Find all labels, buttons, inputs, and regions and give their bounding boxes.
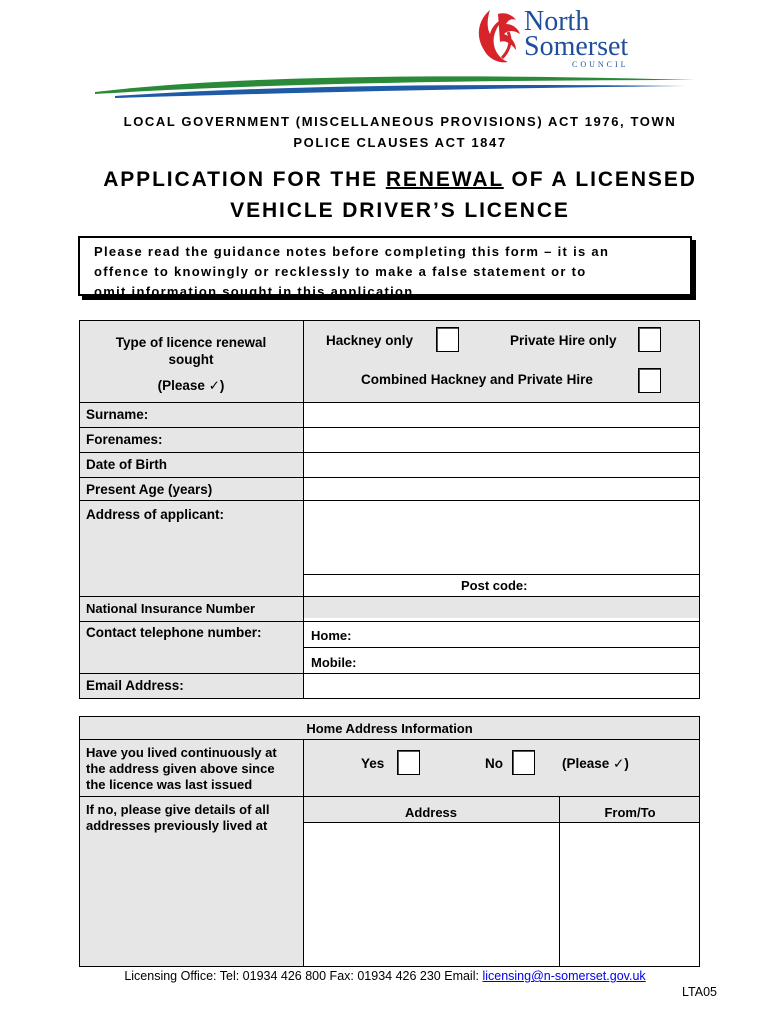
home-address-header: Home Address Information xyxy=(306,721,473,736)
home-phone-label: Home: xyxy=(311,628,352,643)
logo-text-north: North xyxy=(524,6,590,37)
yes-checkbox[interactable] xyxy=(397,750,420,775)
act-line-2: POLICE CLAUSES ACT 1847 xyxy=(293,135,507,150)
phone-label: Contact telephone number: xyxy=(86,625,262,640)
no-label: No xyxy=(485,756,503,771)
question-line-3: the licence was last issued xyxy=(86,777,253,792)
from-to-column-header: From/To xyxy=(604,805,656,820)
yes-label: Yes xyxy=(361,756,385,771)
postcode-label: Post code: xyxy=(461,578,528,593)
no-checkbox[interactable] xyxy=(512,750,535,775)
licence-type-label-line-2: sought xyxy=(168,352,214,367)
from-to-input[interactable] xyxy=(561,824,699,965)
email-label: Email Address: xyxy=(86,678,184,693)
lived-continuously-question xyxy=(86,745,277,793)
act-line-1: LOCAL GOVERNMENT (MISCELLANEOUS PROVISIONS) ACT 1976, TOWN xyxy=(123,114,677,129)
ni-label: National Insurance Number xyxy=(86,601,256,616)
address-input[interactable] xyxy=(305,502,699,573)
form-code: LTA05 xyxy=(682,985,717,999)
footer-email-link[interactable]: licensing@n-somerset.gov.uk xyxy=(482,969,646,983)
footer-text: Licensing Office: Tel: 01934 426 800 Fax: 01934 426 230 Email: xyxy=(124,969,483,983)
email-input[interactable] xyxy=(305,675,699,697)
forenames-input[interactable] xyxy=(305,429,699,451)
combined-checkbox[interactable] xyxy=(638,368,661,393)
combined-label: Combined Hackney and Private Hire xyxy=(361,372,593,387)
previous-address-input[interactable] xyxy=(305,824,558,965)
licence-type-label xyxy=(80,334,302,368)
address-column-header: Address xyxy=(404,805,458,820)
page-title-line-1 xyxy=(40,168,760,192)
age-input[interactable] xyxy=(305,479,699,499)
mobile-phone-label: Mobile: xyxy=(311,655,357,670)
age-label: Present Age (years) xyxy=(86,482,213,497)
forenames-label: Forenames: xyxy=(86,432,163,447)
please-tick-note: (Please ✓) xyxy=(562,756,629,771)
previous-line-1: If no, please give details of all xyxy=(86,802,270,817)
address-label: Address of applicant: xyxy=(86,507,225,522)
logo-text-council: COUNCIL xyxy=(572,60,629,69)
question-line-2: the address given above since xyxy=(86,761,275,776)
hackney-only-checkbox[interactable] xyxy=(436,327,459,352)
previous-addresses-label xyxy=(86,802,270,834)
footer-contact xyxy=(0,969,770,983)
warning-line-2: offence to knowingly or recklessly to make a false statement or to xyxy=(94,264,587,279)
question-line-1: Have you lived continuously at xyxy=(86,745,277,760)
private-hire-only-label: Private Hire only xyxy=(510,333,617,348)
surname-label: Surname: xyxy=(86,407,149,422)
previous-line-2: addresses previously lived at xyxy=(86,818,268,833)
dob-label: Date of Birth xyxy=(86,457,167,472)
page-title-line-2: VEHICLE DRIVER’S LICENCE xyxy=(230,199,570,222)
licence-type-please-tick: (Please ✓) xyxy=(157,378,225,393)
title-renewal: RENEWAL xyxy=(385,168,504,191)
label-column xyxy=(80,403,304,698)
postcode-input[interactable] xyxy=(540,576,698,595)
mobile-phone-input[interactable] xyxy=(370,649,698,672)
warning-notice xyxy=(78,236,692,299)
private-hire-only-checkbox[interactable] xyxy=(638,327,661,352)
title-pre: APPLICATION FOR THE xyxy=(103,168,386,191)
surname-input[interactable] xyxy=(305,404,699,426)
title-post: OF A LICENSED xyxy=(503,168,697,191)
dob-input[interactable] xyxy=(305,454,699,476)
warning-line-3: omit information sought in this application. xyxy=(94,284,419,299)
header-swoosh xyxy=(95,70,695,104)
hackney-only-label: Hackney only xyxy=(326,333,414,348)
warning-line-1: Please read the guidance notes before completing this form – it is an xyxy=(94,244,610,259)
logo-text-somerset: Somerset xyxy=(524,31,629,62)
home-phone-input[interactable] xyxy=(360,623,698,646)
licence-type-label-line-1: Type of licence renewal xyxy=(115,335,267,350)
north-somerset-council-logo xyxy=(468,6,658,72)
ni-input[interactable] xyxy=(305,598,699,620)
